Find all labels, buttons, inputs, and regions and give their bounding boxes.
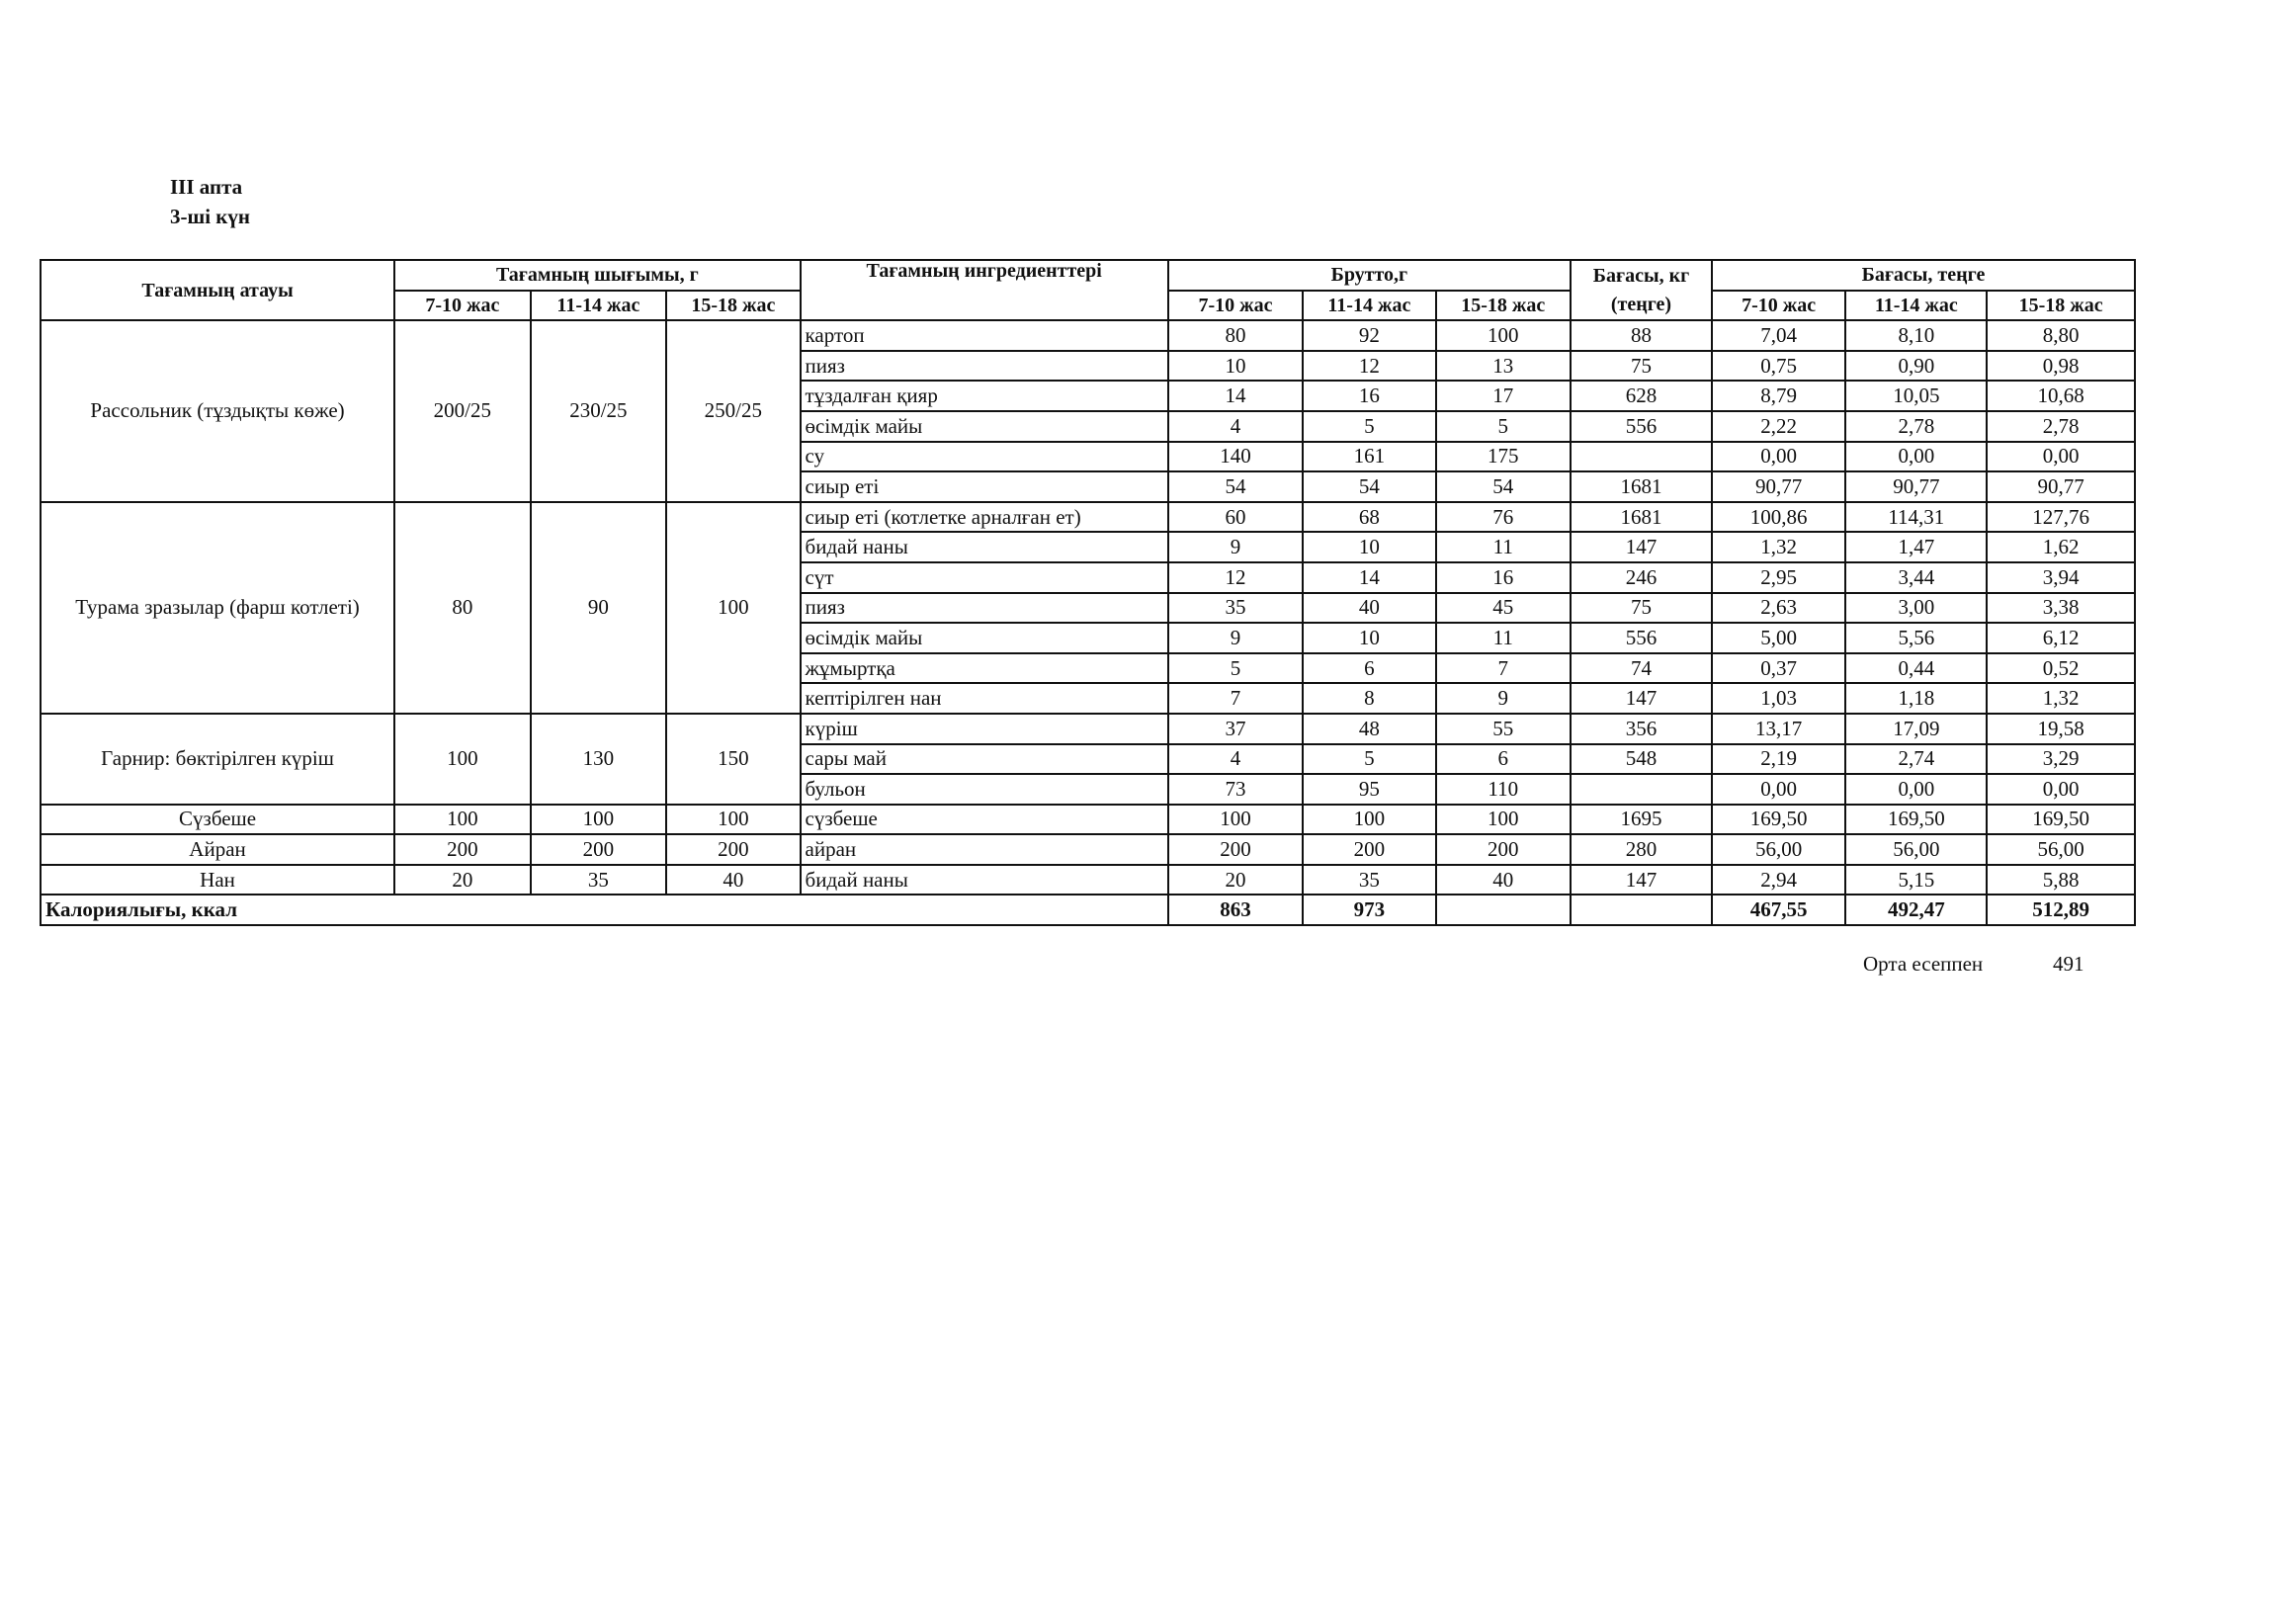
- dish-yield: 200: [531, 834, 667, 865]
- table-row: [41, 502, 2135, 533]
- price-value: 1,18: [1845, 683, 1987, 714]
- ingredient-name: картоп: [801, 320, 1168, 351]
- price-value: 19,58: [1987, 714, 2135, 744]
- price-per-kg: 74: [1571, 653, 1712, 684]
- price-per-kg: 356: [1571, 714, 1712, 744]
- total-price-11-14: 492,47: [1845, 895, 1987, 925]
- price-per-kg: 75: [1571, 593, 1712, 624]
- price-value: 2,74: [1845, 744, 1987, 775]
- total-row: [41, 895, 2135, 925]
- total-brutto-15-18: [1436, 895, 1571, 925]
- ingredient-name: су: [801, 442, 1168, 472]
- brutto-value: 37: [1168, 714, 1303, 744]
- price-per-kg: 147: [1571, 532, 1712, 562]
- ingredient-name: бидай наны: [801, 865, 1168, 895]
- brutto-value: 5: [1303, 411, 1435, 442]
- brutto-value: 55: [1436, 714, 1571, 744]
- price-value: 0,44: [1845, 653, 1987, 684]
- brutto-value: 100: [1168, 805, 1303, 835]
- dish-name: Турама зразылар (фарш котлеті): [41, 502, 394, 714]
- price-value: 2,78: [1987, 411, 2135, 442]
- average-value: 491: [2053, 952, 2084, 976]
- brutto-value: 161: [1303, 442, 1435, 472]
- brutto-value: 100: [1436, 805, 1571, 835]
- brutto-value: 76: [1436, 502, 1571, 533]
- brutto-value: 9: [1168, 623, 1303, 653]
- brutto-value: 110: [1436, 774, 1571, 805]
- price-value: 7,04: [1712, 320, 1845, 351]
- brutto-value: 9: [1168, 532, 1303, 562]
- price-value: 0,98: [1987, 351, 2135, 382]
- price-per-kg: 246: [1571, 562, 1712, 593]
- price-per-kg: 556: [1571, 411, 1712, 442]
- price-value: 13,17: [1712, 714, 1845, 744]
- brutto-value: 10: [1168, 351, 1303, 382]
- brutto-value: 16: [1436, 562, 1571, 593]
- dish-yield: 250/25: [666, 320, 800, 502]
- ingredient-name: бульон: [801, 774, 1168, 805]
- price-per-kg: 1681: [1571, 502, 1712, 533]
- price-value: 114,31: [1845, 502, 1987, 533]
- price-value: 169,50: [1712, 805, 1845, 835]
- brutto-value: 175: [1436, 442, 1571, 472]
- menu-table: [40, 259, 2136, 926]
- brutto-value: 16: [1303, 381, 1435, 411]
- price-value: 90,77: [1987, 471, 2135, 502]
- dish-yield: 40: [666, 865, 800, 895]
- price-value: 169,50: [1845, 805, 1987, 835]
- ingredient-name: сиыр еті: [801, 471, 1168, 502]
- brutto-value: 100: [1436, 320, 1571, 351]
- price-per-kg: 1681: [1571, 471, 1712, 502]
- week-label: III апта: [170, 175, 243, 199]
- ingredient-name: бидай наны: [801, 532, 1168, 562]
- price-value: 2,94: [1712, 865, 1845, 895]
- price-per-kg: 75: [1571, 351, 1712, 382]
- price-per-kg: 280: [1571, 834, 1712, 865]
- brutto-value: 200: [1436, 834, 1571, 865]
- page-heading: [170, 172, 250, 231]
- price-value: 17,09: [1845, 714, 1987, 744]
- col-yield: Тағамның шығымы, г: [394, 260, 800, 291]
- dish-yield: 35: [531, 865, 667, 895]
- brutto-value: 5: [1168, 653, 1303, 684]
- average-label: Орта есеппен: [1863, 952, 1984, 976]
- brutto-value: 54: [1303, 471, 1435, 502]
- brutto-value: 45: [1436, 593, 1571, 624]
- day-label: 3-ші күн: [170, 205, 251, 228]
- ingredient-name: сиыр еті (котлетке арналған ет): [801, 502, 1168, 533]
- brutto-value: 35: [1303, 865, 1435, 895]
- dish-yield: 230/25: [531, 320, 667, 502]
- price-age-7-10: 7-10 жас: [1712, 291, 1845, 321]
- col-price-kg: Бағасы, кг: [1571, 260, 1712, 291]
- brutto-value: 10: [1303, 532, 1435, 562]
- brutto-value: 6: [1436, 744, 1571, 775]
- brutto-value: 14: [1303, 562, 1435, 593]
- brutto-value: 73: [1168, 774, 1303, 805]
- price-value: 10,68: [1987, 381, 2135, 411]
- price-value: 10,05: [1845, 381, 1987, 411]
- price-value: 90,77: [1712, 471, 1845, 502]
- price-per-kg: [1571, 442, 1712, 472]
- dish-name: Рассольник (тұздықты көже): [41, 320, 394, 502]
- yield-age-15-18: 15-18 жас: [666, 291, 800, 321]
- price-value: 2,22: [1712, 411, 1845, 442]
- price-per-kg: 88: [1571, 320, 1712, 351]
- ingredient-name: сары май: [801, 744, 1168, 775]
- yield-age-7-10: 7-10 жас: [394, 291, 531, 321]
- price-per-kg: 548: [1571, 744, 1712, 775]
- dish-yield: 200: [394, 834, 531, 865]
- brutto-value: 5: [1303, 744, 1435, 775]
- price-value: 0,90: [1845, 351, 1987, 382]
- table-row: [41, 805, 2135, 835]
- table-row: [41, 865, 2135, 895]
- price-value: 6,12: [1987, 623, 2135, 653]
- total-label: Калориялығы, ккал: [41, 895, 1168, 925]
- price-value: 1,32: [1712, 532, 1845, 562]
- price-value: 0,00: [1987, 442, 2135, 472]
- menu-body: [41, 320, 2135, 895]
- total-brutto-7-10: 863: [1168, 895, 1303, 925]
- brutto-value: 13: [1436, 351, 1571, 382]
- price-value: 90,77: [1845, 471, 1987, 502]
- brutto-age-15-18: 15-18 жас: [1436, 291, 1571, 321]
- ingredient-name: сүт: [801, 562, 1168, 593]
- dish-yield: 100: [394, 714, 531, 805]
- dish-yield: 20: [394, 865, 531, 895]
- brutto-value: 48: [1303, 714, 1435, 744]
- ingredient-name: өсімдік майы: [801, 623, 1168, 653]
- brutto-value: 4: [1168, 411, 1303, 442]
- brutto-value: 54: [1436, 471, 1571, 502]
- brutto-value: 11: [1436, 532, 1571, 562]
- total-price-7-10: 467,55: [1712, 895, 1845, 925]
- brutto-value: 9: [1436, 683, 1571, 714]
- price-value: 5,88: [1987, 865, 2135, 895]
- price-value: 0,00: [1987, 774, 2135, 805]
- ingredient-name: пияз: [801, 593, 1168, 624]
- dish-name: Нан: [41, 865, 394, 895]
- dish-name: Сүзбеше: [41, 805, 394, 835]
- price-value: 1,03: [1712, 683, 1845, 714]
- price-per-kg: 1695: [1571, 805, 1712, 835]
- col-ingredients: Тағамның ингредиенттері: [801, 260, 1168, 320]
- header-row-1: [41, 260, 2135, 291]
- brutto-value: 140: [1168, 442, 1303, 472]
- dish-yield: 100: [666, 805, 800, 835]
- brutto-value: 11: [1436, 623, 1571, 653]
- ingredient-name: күріш: [801, 714, 1168, 744]
- table-row: [41, 714, 2135, 744]
- dish-yield: 90: [531, 502, 667, 714]
- brutto-value: 40: [1436, 865, 1571, 895]
- price-value: 3,29: [1987, 744, 2135, 775]
- price-value: 8,79: [1712, 381, 1845, 411]
- price-age-11-14: 11-14 жас: [1845, 291, 1987, 321]
- dish-yield: 150: [666, 714, 800, 805]
- price-value: 3,00: [1845, 593, 1987, 624]
- dish-name: Айран: [41, 834, 394, 865]
- brutto-value: 6: [1303, 653, 1435, 684]
- price-value: 8,80: [1987, 320, 2135, 351]
- dish-yield: 100: [666, 502, 800, 714]
- brutto-value: 35: [1168, 593, 1303, 624]
- price-value: 56,00: [1712, 834, 1845, 865]
- dish-yield: 200/25: [394, 320, 531, 502]
- price-per-kg: 147: [1571, 683, 1712, 714]
- brutto-value: 95: [1303, 774, 1435, 805]
- col-price-tenge: Бағасы, теңге: [1712, 260, 2135, 291]
- dish-yield: 130: [531, 714, 667, 805]
- price-value: 0,75: [1712, 351, 1845, 382]
- ingredient-name: айран: [801, 834, 1168, 865]
- price-per-kg: 147: [1571, 865, 1712, 895]
- brutto-value: 40: [1303, 593, 1435, 624]
- dish-yield: 100: [394, 805, 531, 835]
- brutto-value: 12: [1303, 351, 1435, 382]
- price-value: 169,50: [1987, 805, 2135, 835]
- price-value: 5,56: [1845, 623, 1987, 653]
- price-value: 100,86: [1712, 502, 1845, 533]
- price-value: 2,19: [1712, 744, 1845, 775]
- brutto-age-7-10: 7-10 жас: [1168, 291, 1303, 321]
- price-value: 3,38: [1987, 593, 2135, 624]
- price-value: 1,47: [1845, 532, 1987, 562]
- price-value: 0,00: [1712, 442, 1845, 472]
- brutto-value: 54: [1168, 471, 1303, 502]
- brutto-value: 200: [1168, 834, 1303, 865]
- price-per-kg: [1571, 774, 1712, 805]
- ingredient-name: жұмыртқа: [801, 653, 1168, 684]
- price-value: 0,00: [1712, 774, 1845, 805]
- price-value: 3,44: [1845, 562, 1987, 593]
- total-brutto-11-14: 973: [1303, 895, 1435, 925]
- price-value: 2,63: [1712, 593, 1845, 624]
- price-value: 2,95: [1712, 562, 1845, 593]
- price-value: 2,78: [1845, 411, 1987, 442]
- brutto-value: 4: [1168, 744, 1303, 775]
- total-price-15-18: 512,89: [1987, 895, 2135, 925]
- price-value: 5,15: [1845, 865, 1987, 895]
- price-value: 0,52: [1987, 653, 2135, 684]
- brutto-value: 60: [1168, 502, 1303, 533]
- price-value: 0,00: [1845, 774, 1987, 805]
- yield-age-11-14: 11-14 жас: [531, 291, 667, 321]
- price-value: 0,37: [1712, 653, 1845, 684]
- dish-yield: 80: [394, 502, 531, 714]
- brutto-value: 10: [1303, 623, 1435, 653]
- brutto-value: 7: [1436, 653, 1571, 684]
- brutto-value: 5: [1436, 411, 1571, 442]
- brutto-value: 7: [1168, 683, 1303, 714]
- dish-yield: 200: [666, 834, 800, 865]
- price-value: 8,10: [1845, 320, 1987, 351]
- table-row: [41, 320, 2135, 351]
- ingredient-name: пияз: [801, 351, 1168, 382]
- price-per-kg: 556: [1571, 623, 1712, 653]
- price-per-kg: 628: [1571, 381, 1712, 411]
- brutto-value: 68: [1303, 502, 1435, 533]
- price-value: 56,00: [1845, 834, 1987, 865]
- col-dish-name: Тағамның атауы: [41, 260, 394, 320]
- price-value: 3,94: [1987, 562, 2135, 593]
- total-price-kg: [1571, 895, 1712, 925]
- price-age-15-18: 15-18 жас: [1987, 291, 2135, 321]
- price-value: 5,00: [1712, 623, 1845, 653]
- brutto-value: 200: [1303, 834, 1435, 865]
- table-row: [41, 834, 2135, 865]
- dish-yield: 100: [531, 805, 667, 835]
- brutto-value: 80: [1168, 320, 1303, 351]
- price-value: 1,62: [1987, 532, 2135, 562]
- brutto-value: 12: [1168, 562, 1303, 593]
- brutto-value: 8: [1303, 683, 1435, 714]
- ingredient-name: кептірілген нан: [801, 683, 1168, 714]
- ingredient-name: тұздалған қияр: [801, 381, 1168, 411]
- dish-name: Гарнир: бөктірілген күріш: [41, 714, 394, 805]
- brutto-value: 14: [1168, 381, 1303, 411]
- price-value: 0,00: [1845, 442, 1987, 472]
- price-value: 127,76: [1987, 502, 2135, 533]
- ingredient-name: өсімдік майы: [801, 411, 1168, 442]
- price-value: 1,32: [1987, 683, 2135, 714]
- brutto-value: 17: [1436, 381, 1571, 411]
- brutto-value: 100: [1303, 805, 1435, 835]
- brutto-age-11-14: 11-14 жас: [1303, 291, 1435, 321]
- col-price-kg-unit: (теңге): [1571, 291, 1712, 321]
- ingredient-name: сүзбеше: [801, 805, 1168, 835]
- brutto-value: 92: [1303, 320, 1435, 351]
- price-value: 56,00: [1987, 834, 2135, 865]
- brutto-value: 20: [1168, 865, 1303, 895]
- col-brutto: Брутто,г: [1168, 260, 1571, 291]
